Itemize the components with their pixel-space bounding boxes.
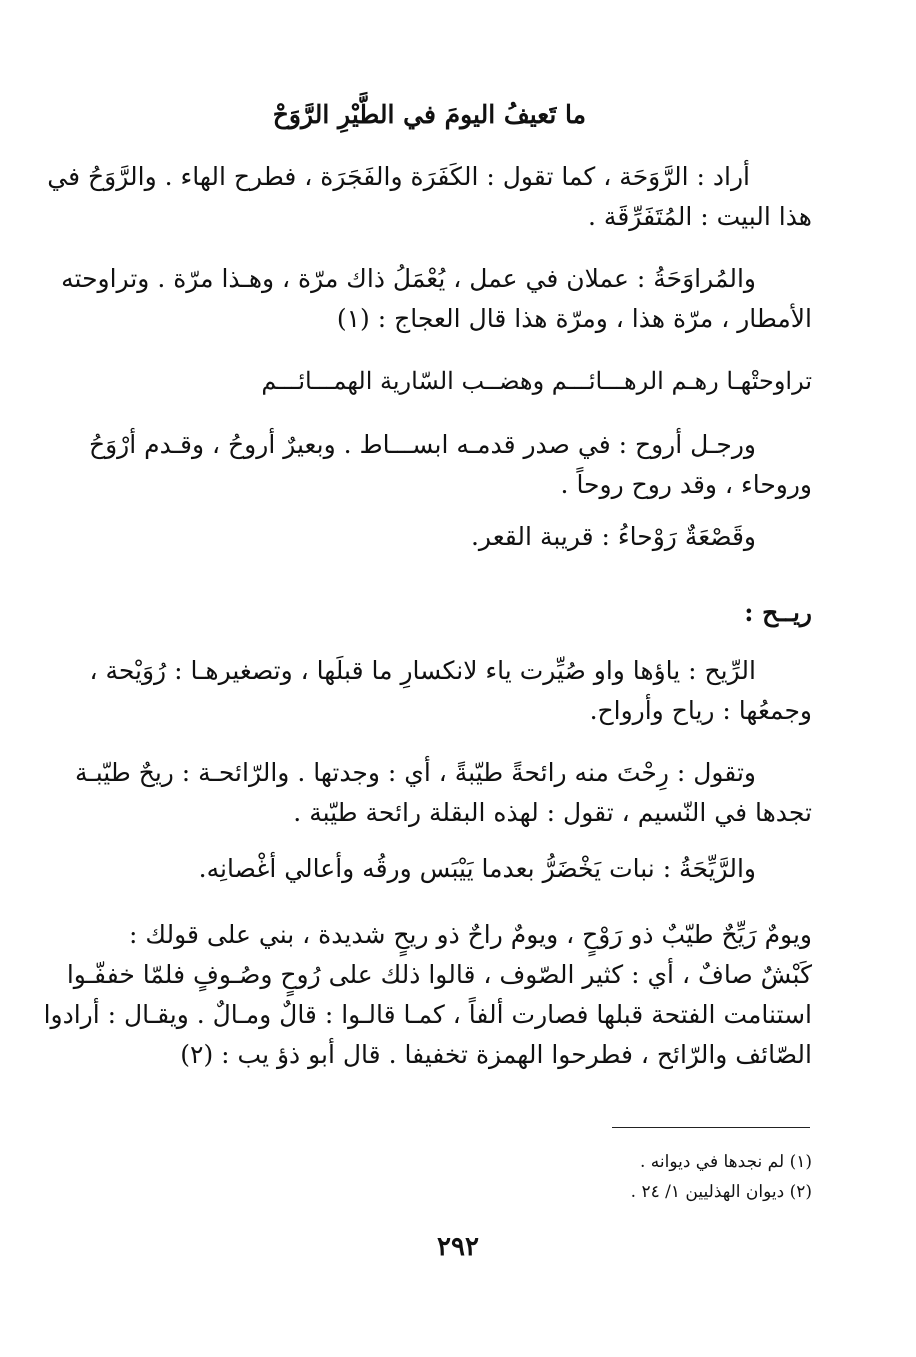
verse-line: تراوحتْهـا رهـم الرهـــائـــم وهضــب السّارية الهمـــائـــم bbox=[261, 367, 812, 395]
paragraph-line: أراد : الرَّوَحَة ، كما تقول : الكَفَرَة والفَجَرَة ، فطرح الهاء . والرَّوَحُ في bbox=[47, 162, 750, 191]
paragraph-line: الرِّيح : ياؤها واو صُيِّرت ياء لانكسارِ ما قبلَها ، وتصغيرهـا : رُوَيْحة ، bbox=[89, 656, 756, 685]
paragraph-line: هذا البيت : المُتَفَرِّقَة . bbox=[588, 202, 812, 231]
paragraph-line: وتقول : رِحْتَ منه رائحةً طيّبةً ، أي : وجدتها . والرّائحـة : ريحٌ طيّبـة bbox=[75, 758, 756, 787]
paragraph-line: وقَصْعَةٌ رَوْحاءُ : قريبة القعر. bbox=[470, 522, 756, 551]
paragraph-line: الأمطار ، مرّة هذا ، ومرّة هذا قال العجاج : (١) bbox=[336, 304, 812, 333]
paragraph-line: ويومٌ رَيِّحٌ طيّبٌ ذو رَوْحٍ ، ويومٌ راحٌ ذو ريحٍ شديدة ، بني على قولك : bbox=[129, 920, 812, 949]
paragraph-line: استنامت الفتحة قبلها فصارت ألفاً ، كمـا قالـوا : قالٌ ومـالٌ . ويقـال : أرادوا bbox=[43, 1000, 812, 1029]
paragraph-line: الصّائف والرّائح ، فطرحوا الهمزة تخفيفا . قال أبو ذؤ يب : (٢) bbox=[180, 1040, 812, 1069]
paragraph-line: تجدها في النّسيم ، تقول : لهذه البقلة رائحة طيّبة . bbox=[293, 798, 812, 827]
paragraph-line: وجمعُها : رياح وأرواح. bbox=[589, 696, 812, 725]
paragraph-line: كَبْشٌ صافٌ ، أي : كثير الصّوف ، قالوا ذلك على رُوحٍ وصُـوفٍ فلمّا خففّـوا bbox=[66, 960, 812, 989]
paragraph-line: والمُراوَحَةُ : عملان في عمل ، يُعْمَلُ ذاك مرّة ، وهـذا مرّة . وتراوحته bbox=[61, 264, 756, 293]
section-heading: ريــح : bbox=[744, 598, 812, 627]
footnote: (١) لم نجدها في ديوانه . bbox=[639, 1152, 812, 1172]
footnote-divider bbox=[612, 1127, 810, 1128]
paragraph-line: وروحاء ، وقد روح روحاً . bbox=[560, 470, 812, 499]
paragraph-line: والرَّيِّحَةُ : نبات يَخْضَرُّ بعدما يَيْبَس ورقُه وأعالي أغْصانِه. bbox=[198, 854, 756, 883]
page-number: ٢٩٢ bbox=[437, 1232, 479, 1262]
footnote: (٢) ديوان الهذليين ١/ ٢٤ . bbox=[630, 1182, 812, 1202]
page-header: ما تَعيفُ اليومَ في الطَّيْرِ الرَّوَحْ bbox=[272, 100, 586, 129]
paragraph-line: ورجـل أروح : في صدر قدمـه ابســـاط . وبعيرٌ أروحُ ، وقـدم أرْوَحُ bbox=[88, 430, 756, 459]
